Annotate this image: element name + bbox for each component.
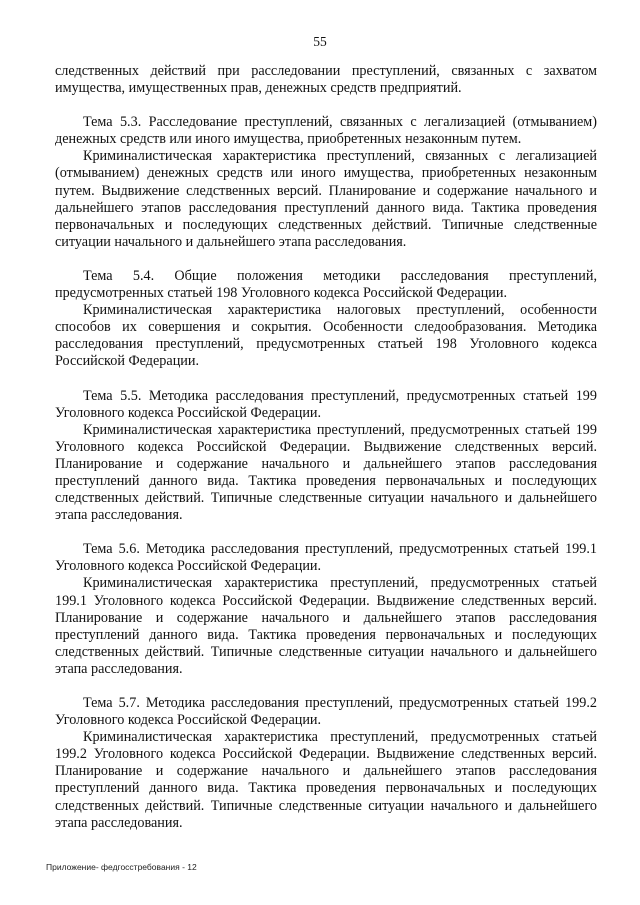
topic-body: Криминалистическая характеристика налоговых преступлений, особенности способов их совершения и сокрытия. Особенности следообразования. Методика расследования преступлений, предусмотренных статьей 198 Уголовного кодекса Российской Федерации. bbox=[55, 302, 597, 370]
topic-5-4 bbox=[55, 268, 597, 371]
topic-5-3 bbox=[55, 114, 597, 251]
topic-title: Тема 5.3. Расследование преступлений, связанных с легализацией (отмыванием) денежных средств или иного имущества, приобретенных незаконным путем. bbox=[55, 114, 597, 148]
topic-body: Криминалистическая характеристика преступлений, предусмотренных статьей 199 Уголовного кодекса Российской Федерации. Выдвижение следственных версий. Планирование и содержание начального и дальнейшего этапов расследования преступлений данного вида. Тактика проведения первоначальных и последующих следственных действий. Типичные следственные ситуации начального и дальнейшего этапа расследования. bbox=[55, 421, 597, 524]
page-footer: Приложение- федгосстребования - 12 bbox=[46, 862, 197, 872]
page-number: 55 bbox=[313, 34, 327, 49]
intro-paragraph: следственных действий при расследовании преступлений, связанных с захватом имущества, имущественных прав, денежных средств предприятий. bbox=[55, 63, 597, 97]
topic-title: Тема 5.5. Методика расследования преступлений, предусмотренных статьей 199 Уголовного кодекса Российской Федерации. bbox=[55, 387, 597, 421]
topic-5-6 bbox=[55, 541, 597, 678]
document-body bbox=[55, 63, 597, 832]
topic-title: Тема 5.7. Методика расследования преступлений, предусмотренных статьей 199.2 Уголовного кодекса Российской Федерации. bbox=[55, 695, 597, 729]
topic-body: Криминалистическая характеристика преступлений, предусмотренных статьей 199.1 Уголовного кодекса Российской Федерации. Выдвижение следственных версий. Планирование и содержание начального и дальнейшего этапов расследования преступлений данного вида. Тактика проведения первоначальных и последующих следственных действий. Типичные следственные ситуации начального и дальнейшего этапа расследования. bbox=[55, 575, 597, 677]
topic-5-5 bbox=[55, 388, 597, 525]
topic-title: Тема 5.4. Общие положения методики расследования преступлений, предусмотренных статьей 198 Уголовного кодекса Российской Федерации. bbox=[55, 267, 597, 302]
topic-body: Криминалистическая характеристика преступлений, связанных с легализацией (отмыванием) денежных средств или иного имущества, приобретенных незаконным путем. Выдвижение следственных версий. Планирование и содержание начального и дальнейшего этапов расследования преступлений данного вида. Тактика проведения первоначальных и последующих следственных действий. Типичные следственные ситуации начального и дальнейшего этапа расследования. bbox=[55, 148, 597, 250]
topic-body: Криминалистическая характеристика преступлений, предусмотренных статьей 199.2 Уголовного кодекса Российской Федерации. Выдвижение следственных версий. Планирование и содержание начального и дальнейшего этапов расследования преступлений данного вида. Тактика проведения первоначальных и последующих следственных действий. Типичные следственные ситуации начального и дальнейшего этапа расследования. bbox=[55, 729, 597, 831]
topic-title: Тема 5.6. Методика расследования преступлений, предусмотренных статьей 199.1 Уголовного кодекса Российской Федерации. bbox=[55, 541, 597, 575]
topic-5-7 bbox=[55, 695, 597, 832]
